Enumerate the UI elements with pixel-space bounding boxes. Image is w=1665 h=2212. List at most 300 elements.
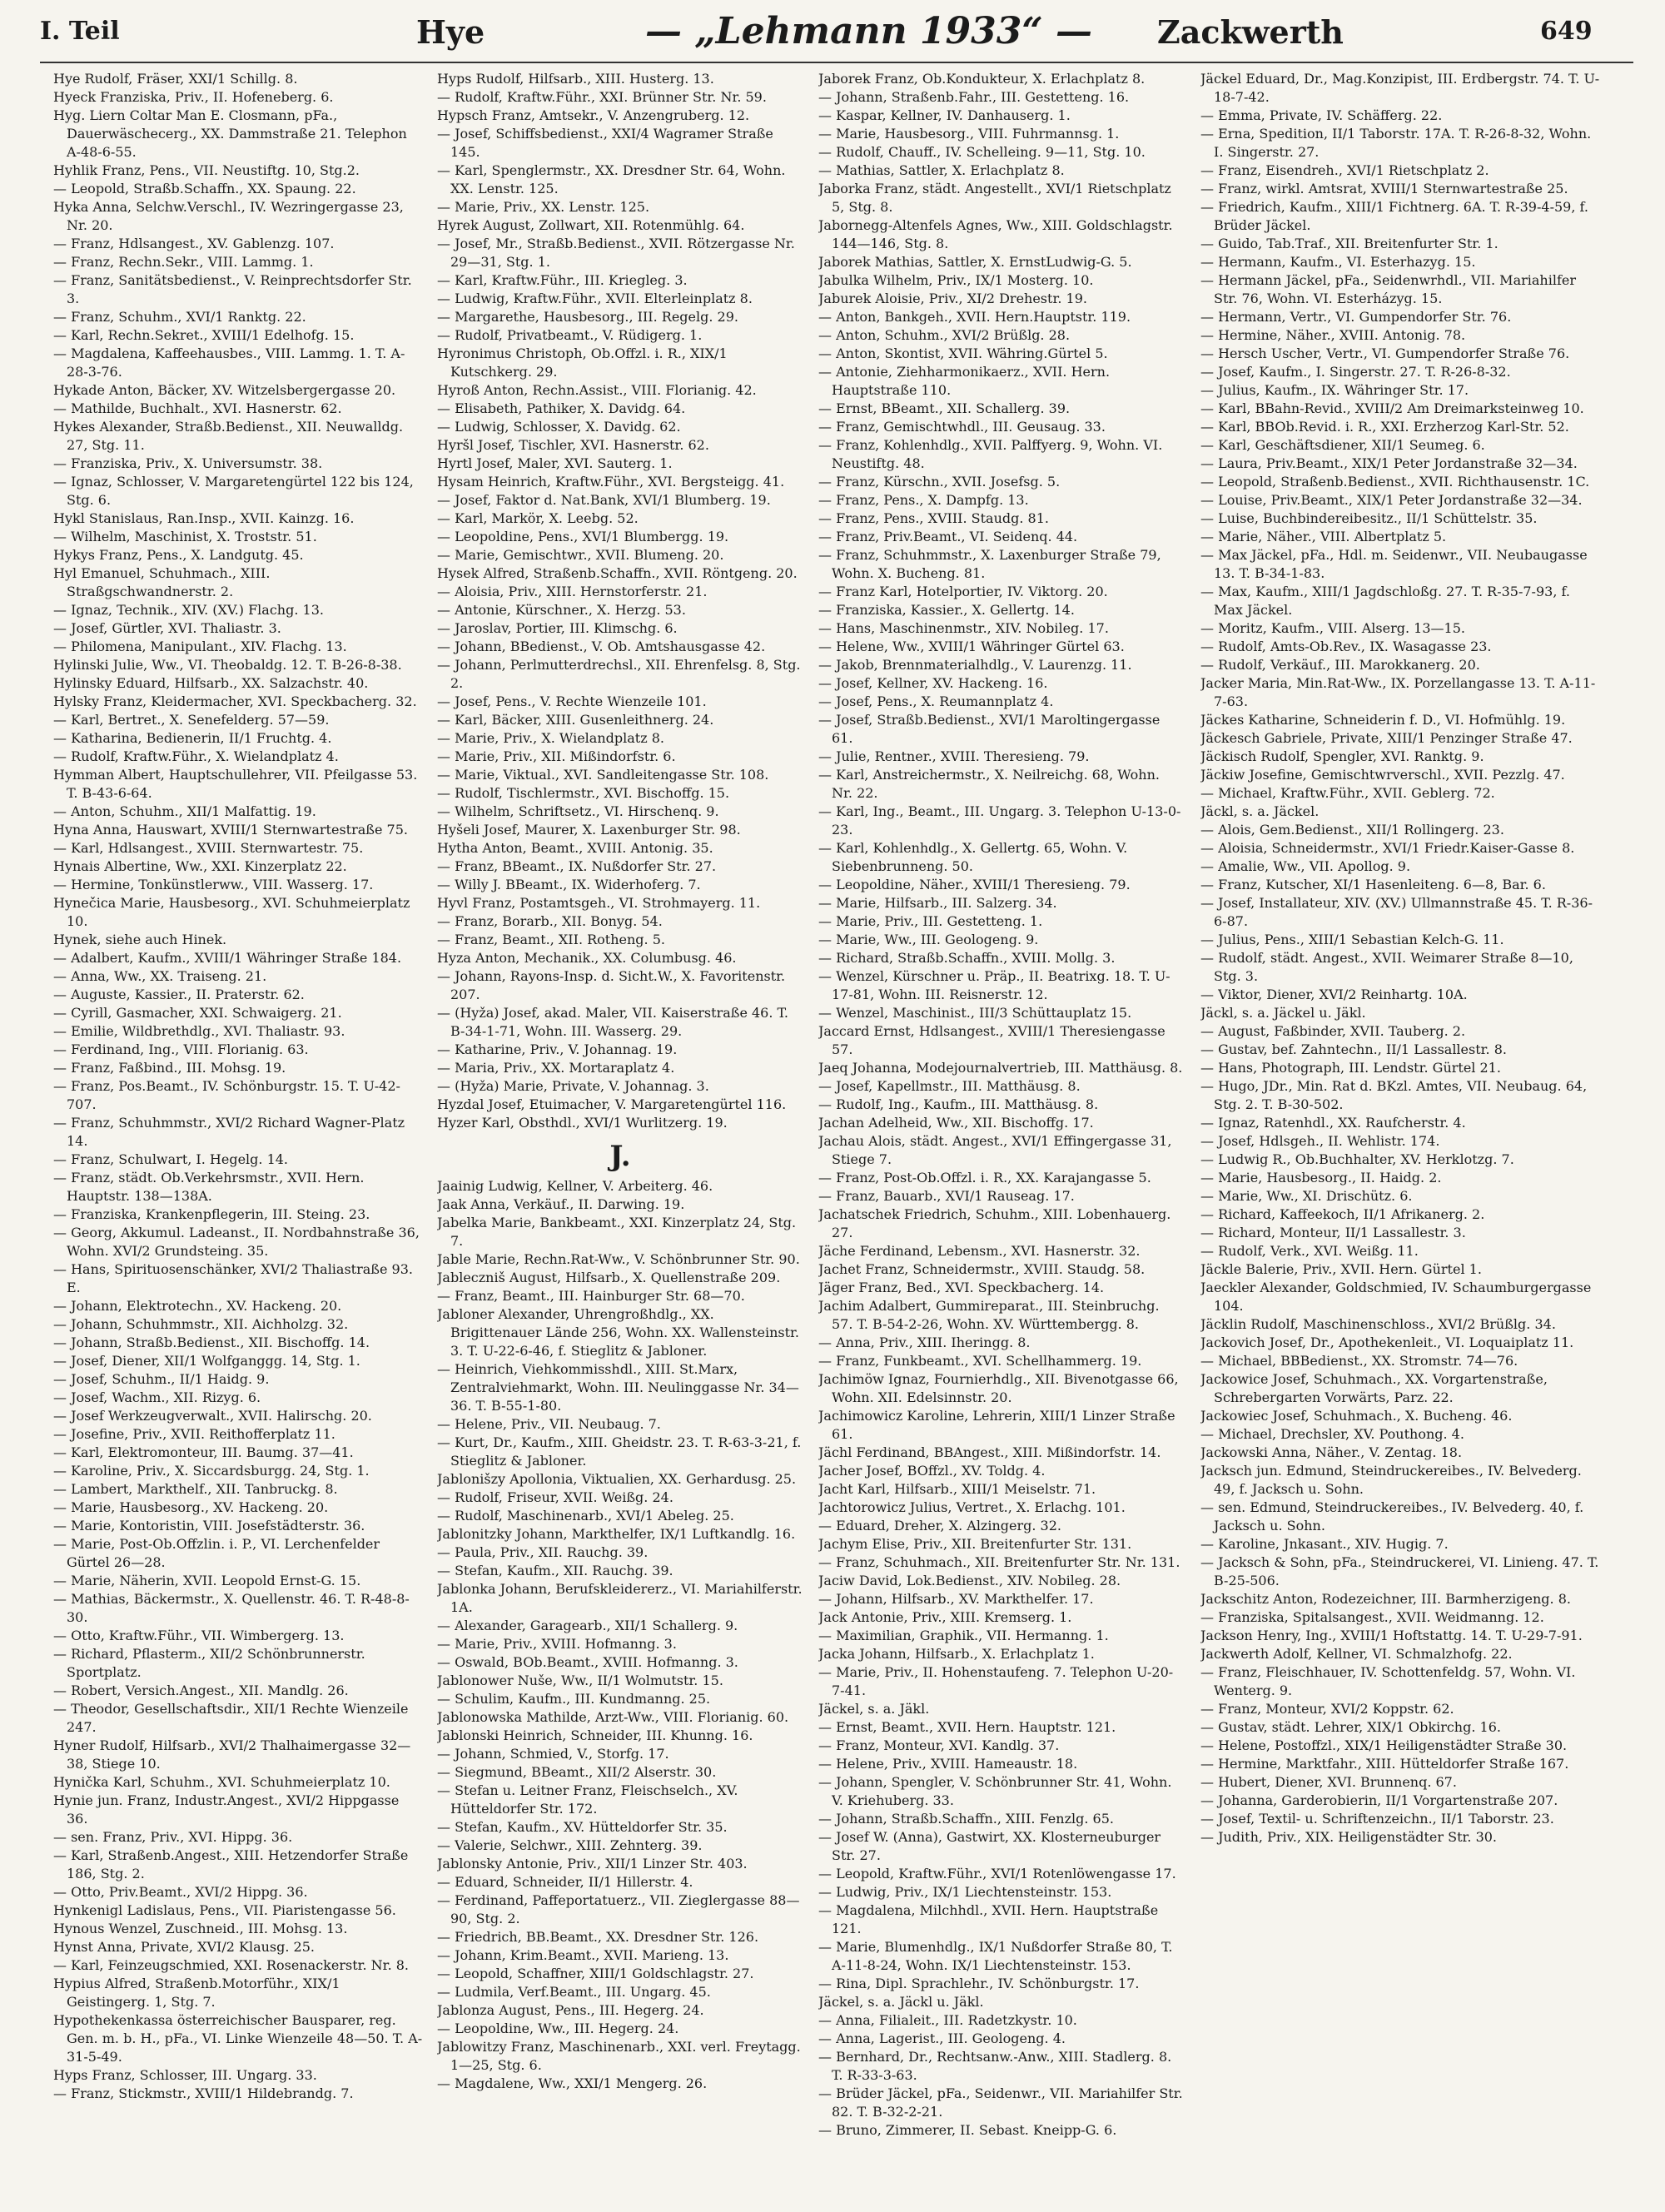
directory-entry: Jacka Johann, Hilfsarb., X. Erlachplatz 1. <box>818 1646 1095 1662</box>
directory-entry: Jachan Adelheid, Ww., XII. Bischoffg. 17. <box>818 1115 1094 1131</box>
directory-entry: — Josef W. (Anna), Gastwirt, XX. Klosterneuburger Str. 27. <box>818 1829 1161 1863</box>
directory-entry: — Marie, Priv., X. Wielandplatz 8. <box>437 730 664 746</box>
directory-entry: Jableczniš August, Hilfsarb., X. Quellenstraße 209. <box>437 1270 781 1285</box>
directory-entry: — Julie, Rentner., XVIII. Theresieng. 79. <box>818 748 1090 764</box>
directory-entry: Jabulka Wilhelm, Priv., IX/1 Mosterg. 10. <box>818 272 1094 288</box>
directory-entry: — Ludwig, Kraftw.Führ., XVII. Elterleinplatz 8. <box>437 291 753 306</box>
directory-entry: — Franziska, Krankenpflegerin, III. Steing. 23. <box>53 1206 370 1222</box>
directory-entry: — Josef, Schiffsbedienst., XXI/4 Wagramer Straße 145. <box>437 126 773 160</box>
directory-entry: — Josef, Installateur, XIV. (XV.) Ullmannstraße 45. T. R-36-6-87. <box>1200 895 1593 929</box>
directory-entry: — Johann, Rayons-Insp. d. Sicht.W., X. Favoritenstr. 207. <box>437 968 786 1002</box>
directory-entry: — Ludwig, Priv., IX/1 Liechtensteinstr. 153. <box>818 1884 1112 1900</box>
last-entry-word: Zackwerth <box>1157 13 1344 51</box>
directory-entry: — Josef, Gürtler, XVI. Thaliastr. 3. <box>53 620 281 636</box>
directory-entry: — Anton, Bankgeh., XVII. Hern.Hauptstr. 119. <box>818 309 1131 325</box>
directory-entry: — Karl, Hdlsangest., XVIII. Sternwartestr. 75. <box>53 840 364 856</box>
column-1 <box>53 70 424 2185</box>
directory-entry: — Rudolf, Chauff., IV. Schelleing. 9—11, Stg. 10. <box>818 144 1146 160</box>
directory-entry: — Marie, Gemischtwr., XVII. Blumeng. 20. <box>437 547 724 563</box>
directory-entry: — Karoline, Jnkasant., XIV. Hugig. 7. <box>1200 1536 1449 1552</box>
directory-entry: Jachatschek Friedrich, Schuhm., XIII. Lobenhauerg. 27. <box>818 1206 1171 1240</box>
directory-entry: Jäche Ferdinand, Lebensm., XVI. Hasnerstr. 32. <box>818 1243 1141 1259</box>
directory-entry: — Rudolf, Verkäuf., III. Marokkanerg. 20. <box>1200 657 1480 673</box>
directory-entry: — Valerie, Selchwr., XIII. Zehnterg. 39. <box>437 1837 703 1853</box>
directory-entry: — Johann, Krim.Beamt., XVII. Marieng. 13. <box>437 1947 729 1963</box>
directory-entry: — Josef Werkzeugverwalt., XVII. Halirschg. 20. <box>53 1408 372 1424</box>
directory-entry: — Marie, Hausbesorg., VIII. Fuhrmannsg. 1. <box>818 126 1120 142</box>
directory-entry: Jäckiw Josefine, Gemischtwrverschl., XVII. Pezzlg. 47. <box>1200 767 1565 783</box>
directory-entry: Jablonski Heinrich, Schneider, III. Khunng. 16. <box>437 1727 753 1743</box>
directory-entry: Hysam Heinrich, Kraftw.Führ., XVI. Bergsteigg. 41. <box>437 474 785 490</box>
directory-entry: Jäger Franz, Bed., XVI. Speckbacherg. 14. <box>818 1280 1105 1295</box>
directory-entry: — Johann, Spengler, V. Schönbrunner Str. 41, Wohn. V. Kriehuberg. 33. <box>818 1774 1172 1808</box>
directory-entry: Hynais Albertine, Ww., XXI. Kinzerplatz 22. <box>53 858 347 874</box>
directory-entry: — Elisabeth, Pathiker, X. Davidg. 64. <box>437 400 686 416</box>
directory-entry: Hysek Alfred, Straßenb.Schaffn., XVII. Röntgeng. 20. <box>437 565 798 581</box>
directory-entry: — Josef, Faktor d. Nat.Bank, XVI/1 Blumberg. 19. <box>437 492 771 508</box>
directory-entry: — Karl, Markör, X. Leebg. 52. <box>437 510 639 526</box>
directory-entry: Hyzdal Josef, Etuimacher, V. Margaretengürtel 116. <box>437 1096 787 1112</box>
directory-entry: — Josef, Hdlsgeh., II. Wehlistr. 174. <box>1200 1133 1440 1149</box>
directory-entry: — Jacksch & Sohn, pFa., Steindruckerei, VI. Linieng. 47. T. B-25-506. <box>1200 1554 1599 1588</box>
directory-entry: — Ludmila, Verf.Beamt., III. Ungarg. 45. <box>437 1984 711 2000</box>
directory-entry: — Karl, Geschäftsdiener, XII/1 Seumeg. 6. <box>1200 437 1485 453</box>
directory-entry: — Antonie, Kürschner., X. Herzg. 53. <box>437 602 686 618</box>
directory-entry: — Marie, Ww., XI. Drischütz. 6. <box>1200 1188 1413 1204</box>
directory-entry: — Helene, Priv., XVIII. Hameaustr. 18. <box>818 1756 1078 1772</box>
directory-entry: — Schulim, Kaufm., III. Kundmanng. 25. <box>437 1691 711 1707</box>
directory-entry: — Antonie, Ziehharmonikaerz., XVII. Hern. Hauptstraße 110. <box>818 364 1111 398</box>
directory-entry: Hypothekenkassa österreichischer Bausparer, reg. Gen. m. b. H., pFa., VI. Linke Wienzeile 48—50. T. A-31-5-49. <box>53 2012 423 2065</box>
directory-entry: — Josef, Pens., V. Rechte Wienzeile 101. <box>437 693 707 709</box>
directory-entry: — Auguste, Kassier., II. Praterstr. 62. <box>53 987 305 1002</box>
directory-entry: Hyka Anna, Selchw.Verschl., IV. Wezringergasse 23, Nr. 20. <box>53 199 404 233</box>
directory-entry: Jäckel Eduard, Dr., Mag.Konzipist, III. Erdbergstr. 74. T. U-18-7-42. <box>1200 71 1600 105</box>
directory-entry: — Leopold, Straßenb.Bedienst., XVII. Richthausenstr. 1C. <box>1200 474 1590 490</box>
directory-entry: Jack Antonie, Priv., XIII. Kremserg. 1. <box>818 1609 1072 1625</box>
directory-entry: — Marie, Näher., VIII. Albertplatz 5. <box>1200 529 1447 544</box>
directory-entry: Hykys Franz, Pens., X. Landgutg. 45. <box>53 547 304 563</box>
directory-entry: — Josef, Schuhm., II/1 Haidg. 9. <box>53 1371 270 1387</box>
directory-entry: Jächl Ferdinand, BBAngest., XIII. Mißindorfstr. 14. <box>818 1444 1161 1460</box>
column-4 <box>1200 70 1600 2185</box>
directory-entry: Hymman Albert, Hauptschullehrer, VII. Pfeilgasse 53. T. B-43-6-64. <box>53 767 418 801</box>
directory-entry: — Michael, Kraftw.Führ., XVII. Geblerg. 72. <box>1200 785 1495 801</box>
directory-entry: Hyhlik Franz, Pens., VII. Neustiftg. 10, Stg.2. <box>53 162 360 178</box>
directory-entry: — Wilhelm, Maschinist, X. Troststr. 51. <box>53 529 317 544</box>
directory-entry: — Karl, Bertret., X. Senefelderg. 57—59. <box>53 712 330 728</box>
directory-entry: Hylinski Julie, Ww., VI. Theobaldg. 12. T. B-26-8-38. <box>53 657 402 673</box>
directory-entry: Hyza Anton, Mechanik., XX. Columbusg. 46. <box>437 950 737 966</box>
directory-entry: — Hans, Maschinenmstr., XIV. Nobileg. 17. <box>818 620 1109 636</box>
page-number: 649 <box>1540 17 1593 46</box>
directory-entry: Jabornegg-Altenfels Agnes, Ww., XIII. Goldschlagstr. 144—146, Stg. 8. <box>818 217 1173 251</box>
directory-entry: — Magdalena, Milchhdl., XVII. Hern. Hauptstraße 121. <box>818 1902 1159 1936</box>
directory-entry: — Hermine, Näher., XVIII. Antonig. 78. <box>1200 327 1466 343</box>
directory-entry: — Rudolf, städt. Angest., XVII. Weimarer Straße 8—10, Stg. 3. <box>1200 950 1573 984</box>
directory-entry: — Leopold, Schaffner, XIII/1 Goldschlagstr. 27. <box>437 1966 754 1981</box>
directory-entry: — Emma, Private, IV. Schäfferg. 22. <box>1200 107 1443 123</box>
directory-entry: — Stefan, Kaufm., XV. Hütteldorfer Str. 35. <box>437 1819 728 1835</box>
directory-entry: — Marie, Priv., XVIII. Hofmanng. 3. <box>437 1636 677 1652</box>
directory-entry: — Johann, Elektrotechn., XV. Hackeng. 20. <box>53 1298 342 1314</box>
directory-entry: Jaciw David, Lok.Bedienst., XIV. Nobileg. 28. <box>818 1573 1121 1588</box>
directory-entry: — Leopoldine, Näher., XVIII/1 Theresieng. 79. <box>818 877 1131 892</box>
directory-entry: — Theodor, Gesellschaftsdir., XII/1 Rechte Wienzeile 247. <box>53 1701 409 1735</box>
directory-entry: — Franziska, Kassier., X. Gellertg. 14. <box>818 602 1075 618</box>
directory-entry: — Lambert, Markthelf., XII. Tanbruckg. 8. <box>53 1481 338 1497</box>
directory-entry: Hynous Wenzel, Zuschneid., III. Mohsg. 13. <box>53 1921 348 1936</box>
directory-entry: Jablonowska Mathilde, Arzt-Ww., VIII. Florianig. 60. <box>437 1709 789 1725</box>
directory-entry: — Franz, Beamt., III. Hainburger Str. 68—70. <box>437 1288 745 1304</box>
directory-entry: — Leopoldine, Pens., XVI/1 Blumbergg. 19. <box>437 529 729 544</box>
directory-entry: — Franz, Stickmstr., XVIII/1 Hildebrandg. 7. <box>53 2085 354 2101</box>
directory-entry: Hykl Stanislaus, Ran.Insp., XVII. Kainzg. 16. <box>53 510 355 526</box>
directory-entry: — Franz, Fleischhauer, IV. Schottenfeldg. 57, Wohn. VI. Wenterg. 9. <box>1200 1664 1576 1698</box>
directory-entry: Jablonsky Antonie, Priv., XII/1 Linzer Str. 403. <box>437 1856 748 1872</box>
directory-entry: Jäckl, s. a. Jäckel u. Jäkl. <box>1200 1005 1366 1021</box>
directory-entry: Hyner Rudolf, Hilfsarb., XVI/2 Thalhaimergasse 32—38, Stiege 10. <box>53 1737 411 1772</box>
directory-entry: — Mathias, Sattler, X. Erlachplatz 8. <box>818 162 1065 178</box>
directory-entry: — Franz, Bauarb., XVI/1 Rauseag. 17. <box>818 1188 1075 1204</box>
directory-entry: — Karl, Anstreichermstr., X. Neilreichg. 68, Wohn. Nr. 22. <box>818 767 1160 801</box>
directory-entry: Hyps Rudolf, Hilfsarb., XIII. Husterg. 13. <box>437 71 714 87</box>
directory-entry: — Brüder Jäckel, pFa., Seidenwr., VII. Mariahilfer Str. 82. T. B-32-2-21. <box>818 2085 1183 2120</box>
directory-entry: — Anna, Priv., XIII. Iheringg. 8. <box>818 1335 1031 1350</box>
directory-entry: — Josef, Mr., Straßb.Bedienst., XVII. Rötzergasse Nr. 29—31, Stg. 1. <box>437 236 795 270</box>
directory-entry: — Hans, Spirituosenschänker, XVI/2 Thaliastraße 93. E. <box>53 1261 413 1295</box>
directory-entry: — Johann, Straßenb.Fahr., III. Gestetteng. 16. <box>818 89 1130 105</box>
directory-entry: — Franz, Schuhmmstr., XVI/2 Richard Wagner-Platz 14. <box>53 1115 405 1149</box>
directory-entry: Jäckisch Rudolf, Spengler, XVI. Ranktg. 9. <box>1200 748 1484 764</box>
directory-entry: — Robert, Versich.Angest., XII. Mandlg. 26. <box>53 1683 349 1698</box>
directory-entry: — Marie, Ww., III. Geologeng. 9. <box>818 932 1039 947</box>
section-letter: J. <box>609 1140 631 1173</box>
directory-entry: — Philomena, Manipulant., XIV. Flachg. 13. <box>53 639 347 654</box>
directory-entry: Jäckel, s. a. Jäkl. <box>818 1701 930 1717</box>
directory-entry: — sen. Edmund, Steindruckereibes., IV. Belvederg. 40, f. Jacksch u. Sohn. <box>1200 1499 1584 1533</box>
directory-entry: — Aloisia, Priv., XIII. Hernstorferstr. 21. <box>437 584 708 599</box>
directory-entry: — Oswald, BOb.Beamt., XVIII. Hofmanng. 3. <box>437 1654 738 1670</box>
directory-entry: Jäckl, s. a. Jäckel. <box>1200 803 1320 819</box>
directory-entry: — Aloisia, Schneidermstr., XVI/1 Friedr.Kaiser-Gasse 8. <box>1200 840 1575 856</box>
directory-entry: — Moritz, Kaufm., VIII. Alserg. 13—15. <box>1200 620 1465 636</box>
directory-entry: — Eduard, Schneider, II/1 Hillerstr. 4. <box>437 1874 693 1890</box>
directory-entry: — Josef, Textil- u. Schriftenzeichn., II/1 Taborstr. 23. <box>1200 1811 1554 1827</box>
directory-entry: Jackowice Josef, Schuhmach., XX. Vorgartenstraße, Schrebergarten Vorwärts, Parz. 22. <box>1200 1371 1548 1405</box>
directory-entry: Hyg. Liern Coltar Man E. Closmann, pFa., Dauerwäschecerg., XX. Dammstraße 21. Telephon A-48-6-55. <box>53 107 407 160</box>
directory-entry: Jaeckler Alexander, Goldschmied, IV. Schaumburgergasse 104. <box>1200 1280 1592 1314</box>
directory-entry: — Franz, wirkl. Amtsrat, XVIII/1 Sternwartestraße 25. <box>1200 181 1568 196</box>
directory-entry: Jaburek Aloisie, Priv., XI/2 Drehestr. 19. <box>818 291 1087 306</box>
directory-entry: — Marie, Priv., II. Hohenstaufeng. 7. Telephon U-20-7-41. <box>818 1664 1174 1698</box>
directory-entry: — Hermann, Kaufm., VI. Esterhazyg. 15. <box>1200 254 1476 270</box>
directory-entry: — Franz, Rechn.Sekr., VIII. Lammg. 1. <box>53 254 314 270</box>
directory-entry: — Karl, Feinzeugschmied, XXI. Rosenackerstr. Nr. 8. <box>53 1957 410 1973</box>
directory-entry: — Heinrich, Viehkommisshdl., XIII. St.Marx, Zentralviehmarkt, Wohn. III. Neulinggasse Nr. 34—36. T. B-55-1-80. <box>437 1361 799 1414</box>
directory-entry: — Helene, Priv., VII. Neubaug. 7. <box>437 1416 661 1432</box>
directory-entry: Jaborek Franz, Ob.Kondukteur, X. Erlachplatz 8. <box>818 71 1146 87</box>
directory-entry: — Louise, Priv.Beamt., XIX/1 Peter Jordanstraße 32—34. <box>1200 492 1583 508</box>
directory-entry: — Karl, Kohlenhdlg., X. Gellertg. 65, Wohn. V. Siebenbrunneng. 50. <box>818 840 1128 874</box>
directory-entry: — Otto, Priv.Beamt., XVI/2 Hippg. 36. <box>53 1884 308 1900</box>
directory-entry: — Wenzel, Kürschner u. Präp., II. Beatrixg. 18. T. U-17-81, Wohn. III. Reisnerstr. 12. <box>818 968 1170 1002</box>
directory-entry: — Leopold, Straßb.Schaffn., XX. Spaung. 22. <box>53 181 356 196</box>
directory-entry: Hytha Anton, Beamt., XVIII. Antonig. 35. <box>437 840 713 856</box>
directory-entry: Hyronimus Christoph, Ob.Offzl. i. R., XIX/1 Kutschkerg. 29. <box>437 345 728 380</box>
directory-entry: — Judith, Priv., XIX. Heiligenstädter Str. 30. <box>1200 1829 1498 1845</box>
directory-entry: — Mathias, Bäckermstr., X. Quellenstr. 46. T. R-48-8-30. <box>53 1591 410 1625</box>
directory-entry: — Helene, Ww., XVIII/1 Währinger Gürtel 63. <box>818 639 1125 654</box>
column-2 <box>437 70 803 2185</box>
directory-entry: Hynička Karl, Schuhm., XVI. Schuhmeierplatz 10. <box>53 1774 390 1790</box>
directory-entry: — Rudolf, Privatbeamt., V. Rüdigerg. 1. <box>437 327 703 343</box>
directory-entry: — Marie, Blumenhdlg., IX/1 Nußdorfer Straße 80, T. A-11-8-24, Wohn. IX/1 Liechtensteinstr. 153. <box>818 1939 1173 1973</box>
directory-entry: — (Hyža) Josef, akad. Maler, VII. Kaiserstraße 46. T. B-34-1-71, Wohn. III. Wasserg. 29. <box>437 1005 788 1039</box>
directory-entry: Hykade Anton, Bäcker, XV. Witzelsbergergasse 20. <box>53 382 396 398</box>
directory-entry: — August, Faßbinder, XVII. Tauberg. 2. <box>1200 1023 1466 1039</box>
directory-entry: — Franz, Funkbeamt., XVI. Schellhammerg. 19. <box>818 1353 1142 1369</box>
directory-entry: — Josefine, Priv., XVII. Reithofferplatz 11. <box>53 1426 335 1442</box>
directory-entry: — Franz, Schulwart, I. Hegelg. 14. <box>53 1151 289 1167</box>
directory-entry: — Stefan u. Leitner Franz, Fleischselch., XV. Hütteldorfer Str. 172. <box>437 1782 738 1817</box>
directory-entry: — Ignaz, Ratenhdl., XX. Raufcherstr. 4. <box>1200 1115 1466 1131</box>
first-entry-word: Hye <box>416 13 485 51</box>
directory-entry: — Julius, Kaufm., IX. Währinger Str. 17. <box>1200 382 1469 398</box>
directory-entry: — Franz, Kohlenhdlg., XVII. Palffyerg. 9, Wohn. VI. Neustiftg. 48. <box>818 437 1163 471</box>
directory-entry: — Marie, Näherin, XVII. Leopold Ernst-G. 15. <box>53 1573 361 1588</box>
directory-entry: — Leopoldine, Ww., III. Hegerg. 24. <box>437 2021 679 2036</box>
directory-entry: — Johanna, Garderobierin, II/1 Vorgartenstraße 207. <box>1200 1792 1558 1808</box>
directory-entry: — Richard, Pflasterm., XII/2 Schönbrunnerstr. Sportplatz. <box>53 1646 365 1680</box>
directory-entry: — Rudolf, Maschinenarb., XVI/1 Abeleg. 25. <box>437 1508 734 1524</box>
directory-entry: — Julius, Pens., XIII/1 Sebastian Kelch-G. 11. <box>1200 932 1504 947</box>
directory-entry: — Adalbert, Kaufm., XVIII/1 Währinger Straße 184. <box>53 950 402 966</box>
directory-entry: — Johann, Schmied, V., Storfg. 17. <box>437 1746 669 1762</box>
directory-entry: Jablonka Johann, Berufskleidererz., VI. Mariahilferstr. 1A. <box>437 1581 803 1615</box>
directory-entry: — Franz, Schuhmach., XII. Breitenfurter Str. Nr. 131. <box>818 1554 1180 1570</box>
directory-entry: Hynečica Marie, Hausbesorg., XVI. Schuhmeierplatz 10. <box>53 895 410 929</box>
directory-entry: Jackowiec Josef, Schuhmach., X. Bucheng. 46. <box>1200 1408 1513 1424</box>
directory-entry: — Richard, Kaffeekoch, II/1 Afrikanerg. 2. <box>1200 1206 1485 1222</box>
directory-entry: — Josef, Kapellmstr., III. Matthäusg. 8. <box>818 1078 1081 1094</box>
section-label: I. Teil <box>40 17 120 46</box>
directory-entry: — Karl, Spenglermstr., XX. Dresdner Str. 64, Wohn. XX. Lenstr. 125. <box>437 162 786 196</box>
directory-entry: — Franz, Kutscher, XI/1 Hasenleiteng. 6—8, Bar. 6. <box>1200 877 1546 892</box>
directory-entry: — Anton, Schuhm., XII/1 Malfattig. 19. <box>53 803 316 819</box>
directory-entry: Jäckes Katharine, Schneiderin f. D., VI. Hofmühlg. 19. <box>1200 712 1566 728</box>
directory-entry: — Karl, Elektromonteur, III. Baumg. 37—41. <box>53 1444 354 1460</box>
directory-entry: — Ludwig R., Ob.Buchhalter, XV. Herklotzg. 7. <box>1200 1151 1514 1167</box>
directory-entry: — Hermine, Tonkünstlerww., VIII. Wasserg. 17. <box>53 877 374 892</box>
directory-entry: — Franz, Sanitätsbedienst., V. Reinprechtsdorfer Str. 3. <box>53 272 412 306</box>
running-header <box>0 0 1665 65</box>
directory-entry: — Cyrill, Gasmacher, XXI. Schwaigerg. 21. <box>53 1005 342 1021</box>
directory-entry: — Anna, Filialeit., III. Radetzkystr. 10. <box>818 2012 1077 2028</box>
directory-entry: — Rudolf, Amts-Ob.Rev., IX. Wasagasse 23. <box>1200 639 1492 654</box>
directory-entry: Hynst Anna, Private, XVI/2 Klausg. 25. <box>53 1939 315 1955</box>
directory-entry: — Franz, Pens., X. Dampfg. 13. <box>818 492 1029 508</box>
directory-entry: — Alois, Gem.Bedienst., XII/1 Rollingerg. 23. <box>1200 822 1504 838</box>
directory-entry: — Rudolf, Kraftw.Führ., X. Wielandplatz 4. <box>53 748 339 764</box>
directory-entry: Jacksch jun. Edmund, Steindruckereibes., IV. Belvederg. 49, f. Jacksch u. Sohn. <box>1200 1463 1582 1497</box>
directory-entry: — Rina, Dipl. Sprachlehr., IV. Schönburgstr. 17. <box>818 1976 1140 1991</box>
directory-entry: — Johann, Straßb.Schaffn., XIII. Fenzlg. 65. <box>818 1811 1114 1827</box>
directory-entry: — Johann, Straßb.Bedienst., XII. Bischoffg. 14. <box>53 1335 370 1350</box>
directory-entry: — Bruno, Zimmerer, II. Sebast. Kneipp-G. 6. <box>818 2122 1117 2138</box>
directory-entry: — Hans, Photograph, III. Lendstr. Gürtel 21. <box>1200 1060 1501 1076</box>
directory-entry: Hynie jun. Franz, Industr.Angest., XVI/2 Hippgasse 36. <box>53 1792 400 1827</box>
directory-entry: Jabelka Marie, Bankbeamt., XXI. Kinzerplatz 24, Stg. 7. <box>437 1215 797 1249</box>
directory-entry: Hyrtl Josef, Maler, XVI. Sauterg. 1. <box>437 455 673 471</box>
directory-entry: — Ignaz, Schlosser, V. Margaretengürtel 122 bis 124, Stg. 6. <box>53 474 414 508</box>
directory-entry: — Franz, Priv.Beamt., VI. Seidenq. 44. <box>818 529 1078 544</box>
directory-entry: — Hersch Uscher, Vertr., VI. Gumpendorfer Straße 76. <box>1200 345 1570 361</box>
directory-entry: Jaainig Ludwig, Kellner, V. Arbeiterg. 46. <box>437 1178 713 1194</box>
directory-entry: — Richard, Monteur, II/1 Lassallestr. 3. <box>1200 1225 1466 1240</box>
directory-entry: Jaeq Johanna, Modejournalvertrieb, III. Matthäusg. 8. <box>818 1060 1183 1076</box>
directory-entry: Jachau Alois, städt. Angest., XVI/1 Effingergasse 31, Stiege 7. <box>818 1133 1172 1167</box>
directory-entry: Jäckesch Gabriele, Private, XIII/1 Penzinger Straße 47. <box>1200 730 1573 746</box>
directory-entry: — Franz, Beamt., XII. Rotheng. 5. <box>437 932 665 947</box>
directory-entry: — Gustav, städt. Lehrer, XIX/1 Obkirchg. 16. <box>1200 1719 1501 1735</box>
directory-entry: — Max, Kaufm., XIII/1 Jagdschloßg. 27. T. R-35-7-93, f. Max Jäckel. <box>1200 584 1570 618</box>
directory-entry: Hyl Emanuel, Schuhmach., XIII. Straßgschwandnerstr. 2. <box>53 565 271 599</box>
directory-entry: Jachimowicz Karoline, Lehrerin, XIII/1 Linzer Straße 61. <box>818 1408 1175 1442</box>
directory-entry: — Hubert, Diener, XVI. Brunnenq. 67. <box>1200 1774 1457 1790</box>
directory-entry: Jaborka Franz, städt. Angestellt., XVI/1 Rietschplatz 5, Stg. 8. <box>818 181 1171 215</box>
directory-entry: — Alexander, Garagearb., XII/1 Schallerg. 9. <box>437 1618 738 1633</box>
directory-entry: Jable Marie, Rechn.Rat-Ww., V. Schönbrunner Str. 90. <box>437 1251 800 1267</box>
directory-entry: — Franziska, Priv., X. Universumstr. 38. <box>53 455 323 471</box>
directory-entry: — Anna, Lagerist., III. Geologeng. 4. <box>818 2031 1066 2046</box>
directory-entry: — Ferdinand, Ing., VIII. Florianig. 63. <box>53 1041 309 1057</box>
directory-entry: Jablowitzy Franz, Maschinenarb., XXI. verl. Freytagg. 1—25, Stg. 6. <box>437 2039 801 2073</box>
directory-entry: — Ludwig, Schlosser, X. Davidg. 62. <box>437 419 681 435</box>
column-3 <box>818 70 1185 2185</box>
directory-entry: — Jaroslav, Portier, III. Klimschg. 6. <box>437 620 678 636</box>
directory-entry: — Emilie, Wildbrethdlg., XVI. Thaliastr. 93. <box>53 1023 345 1039</box>
directory-entry: — Franz, Pens., XVIII. Staudg. 81. <box>818 510 1049 526</box>
directory-entry: — Karoline, Priv., X. Siccardsburgg. 24, Stg. 1. <box>53 1463 370 1479</box>
directory-entry: — Franz, Kürschn., XVII. Josefsg. 5. <box>818 474 1061 490</box>
directory-entry: Jackovich Josef, Dr., Apothekenleit., VI. Loquaiplatz 11. <box>1200 1335 1574 1350</box>
directory-entry: Hykes Alexander, Straßb.Bedienst., XII. Neuwalldg. 27, Stg. 11. <box>53 419 404 453</box>
directory-entry: Hypsch Franz, Amtsekr., V. Anzengruberg. 12. <box>437 107 750 123</box>
directory-entry: Jackschitz Anton, Rodezeichner, III. Barmherzigeng. 8. <box>1200 1591 1571 1607</box>
directory-entry: — Franz, Borarb., XII. Bonyg. 54. <box>437 913 663 929</box>
directory-entry: Jablonza August, Pens., III. Hegerg. 24. <box>437 2002 704 2018</box>
directory-entry: Hyeck Franziska, Priv., II. Hofeneberg. 6. <box>53 89 334 105</box>
directory-entry: — Hugo, JDr., Min. Rat d. BKzl. Amtes, VII. Neubaug. 64, Stg. 2. T. B-30-502. <box>1200 1078 1588 1112</box>
directory-entry: — Wenzel, Maschinist., III/3 Schüttauplatz 15. <box>818 1005 1132 1021</box>
directory-entry: — Maximilian, Graphik., VII. Hermanng. 1. <box>818 1628 1109 1643</box>
directory-entry: — Laura, Priv.Beamt., XIX/1 Peter Jordanstraße 32—34. <box>1200 455 1578 471</box>
directory-entry: — Kurt, Dr., Kaufm., XIII. Gheidstr. 23. T. R-63-3-21, f. Stieglitz & Jabloner. <box>437 1434 802 1469</box>
directory-entry: — Leopold, Kraftw.Führ., XVI/1 Rotenlöwengasse 17. <box>818 1866 1176 1881</box>
directory-entry: — Hermann Jäckel, pFa., Seidenwrhdl., VII. Mariahilfer Str. 76, Wohn. VI. Esterházyg. 15. <box>1200 272 1576 306</box>
directory-entry: — Josef, Diener, XII/1 Wolfganggg. 14, Stg. 1. <box>53 1353 360 1369</box>
directory-entry: — Karl, BBOb.Revid. i. R., XXI. Erzherzog Karl-Str. 52. <box>1200 419 1569 435</box>
directory-entry: — Bernhard, Dr., Rechtsanw.-Anw., XIII. Stadlerg. 8. T. R-33-3-63. <box>818 2049 1172 2083</box>
directory-entry: — Rudolf, Verk., XVI. Weißg. 11. <box>1200 1243 1419 1259</box>
directory-entry: — Karl, Rechn.Sekret., XVIII/1 Edelhofg. 15. <box>53 327 355 343</box>
directory-entry: Hyna Anna, Hauswart, XVIII/1 Sternwartestraße 75. <box>53 822 408 838</box>
directory-entry: Hypius Alfred, Straßenb.Motorführ., XIX/1 Geistingerg. 1, Stg. 7. <box>53 1976 340 2010</box>
directory-entry: Hylsky Franz, Kleidermacher, XVI. Speckbacherg. 32. <box>53 693 417 709</box>
directory-entry: Hylinsky Eduard, Hilfsarb., XX. Salzachstr. 40. <box>53 675 369 691</box>
directory-entry: — Karl, BBahn-Revid., XVIII/2 Am Dreimarksteinweg 10. <box>1200 400 1584 416</box>
directory-entry: — Anna, Ww., XX. Traiseng. 21. <box>53 968 267 984</box>
directory-entry: — Franz, Hdlsangest., XV. Gablenzg. 107. <box>53 236 335 251</box>
directory-entry: — Josef, Kaufm., I. Singerstr. 27. T. R-26-8-32. <box>1200 364 1511 380</box>
directory-entry: — Anton, Skontist, XVII. Währing.Gürtel 5. <box>818 345 1108 361</box>
directory-entry: Jacker Maria, Min.Rat-Ww., IX. Porzellangasse 13. T. A-11-7-63. <box>1200 675 1596 709</box>
directory-entry: — Franz, Eisendreh., XVI/1 Rietschplatz 2. <box>1200 162 1489 178</box>
directory-entry: Jäcklin Rudolf, Maschinenschloss., XVI/2 Brüßlg. 34. <box>1200 1316 1556 1332</box>
directory-entry: — Willy J. BBeamt., IX. Widerhoferg. 7. <box>437 877 701 892</box>
directory-entry: Jachim Adalbert, Gummireparat., III. Steinbruchg. 57. T. B-54-2-26, Wohn. XV. Württembergg. 8. <box>818 1298 1160 1332</box>
directory-entry: Jachimöw Ignaz, Fournierhdlg., XII. Bivenotgasse 66, Wohn. XII. Edelsinnstr. 20. <box>818 1371 1179 1405</box>
directory-entry: — Johann, Schuhmmstr., XII. Aichholzg. 32. <box>53 1316 349 1332</box>
directory-entry: — Karl, Bäcker, XIII. Gusenleithnerg. 24. <box>437 712 714 728</box>
directory-entry: Jachtorowicz Julius, Vertret., X. Erlachg. 101. <box>818 1499 1126 1515</box>
directory-entry: — Maria, Priv., XX. Mortaraplatz 4. <box>437 1060 675 1076</box>
directory-entry: — Josef, Wachm., XII. Rizyg. 6. <box>53 1389 261 1405</box>
directory-entry: — Marie, Hausbesorg., XV. Hackeng. 20. <box>53 1499 329 1515</box>
directory-entry: — Ernst, Beamt., XVII. Hern. Hauptstr. 121. <box>818 1719 1116 1735</box>
directory-entry: — Johann, Hilfsarb., XV. Markthelfer. 17. <box>818 1591 1094 1607</box>
directory-entry: — Marie, Post-Ob.Offzlin. i. P., VI. Lerchenfelder Gürtel 26—28. <box>53 1536 380 1570</box>
directory-entry: — Marie, Hausbesorg., II. Haidg. 2. <box>1200 1170 1442 1186</box>
directory-entry: — Josef, Pens., X. Reumannplatz 4. <box>818 693 1054 709</box>
directory-entry: Jäckel, s. a. Jäckl u. Jäkl. <box>818 1994 984 2010</box>
directory-entry: — (Hyža) Marie, Private, V. Johannag. 3. <box>437 1078 709 1094</box>
directory-entry: — Gustav, bef. Zahntechn., II/1 Lassallestr. 8. <box>1200 1041 1507 1057</box>
directory-entry: Jackowski Anna, Näher., V. Zentag. 18. <box>1200 1444 1463 1460</box>
directory-entry: Hyroß Anton, Rechn.Assist., VIII. Florianig. 42. <box>437 382 757 398</box>
directory-entry: — Michael, Drechsler, XV. Pouthong. 4. <box>1200 1426 1464 1442</box>
directory-entry: — Michael, BBBedienst., XX. Stromstr. 74—76. <box>1200 1353 1518 1369</box>
directory-entry: — Franz, Monteur, XVI/2 Koppstr. 62. <box>1200 1701 1454 1717</box>
directory-entry: — Rudolf, Friseur, XVII. Weißg. 24. <box>437 1489 673 1505</box>
directory-entry: Jablonower Nuše, Ww., II/1 Wolmutstr. 15. <box>437 1673 723 1688</box>
directory-entry: — Jakob, Brennmaterialhdlg., V. Laurenzg. 11. <box>818 657 1132 673</box>
directory-entry: — Friedrich, BB.Beamt., XX. Dresdner Str. 126. <box>437 1929 759 1945</box>
directory-entry: — Margarethe, Hausbesorg., III. Regelg. 29. <box>437 309 738 325</box>
directory-entry: Hyšeli Josef, Maurer, X. Laxenburger Str. 98. <box>437 822 741 838</box>
directory-entry: Hynek, siehe auch Hinek. <box>53 932 227 947</box>
directory-entry: — Franz, Faßbind., III. Mohsg. 19. <box>53 1060 286 1076</box>
directory-entry: — Franz, Gemischtwhdl., III. Geusaug. 33. <box>818 419 1106 435</box>
directory-entry: — Richard, Straßb.Schaffn., XVIII. Mollg. 3. <box>818 950 1116 966</box>
directory-entry: Jäckle Balerie, Priv., XVII. Hern. Gürtel 1. <box>1200 1261 1482 1277</box>
directory-entry: — Hermine, Marktfahr., XIII. Hütteldorfer Straße 167. <box>1200 1756 1569 1772</box>
directory-entry: Jaccard Ernst, Hdlsangest., XVIII/1 Theresiengasse 57. <box>818 1023 1166 1057</box>
directory-entry: — Franziska, Spitalsangest., XVII. Weidmanng. 12. <box>1200 1609 1544 1625</box>
directory-entry: — Karl, Straßenb.Angest., XIII. Hetzendorfer Straße 186, Stg. 2. <box>53 1847 409 1881</box>
directory-entry: Jablonitzky Johann, Markthelfer, IX/1 Luftkandlg. 16. <box>437 1526 796 1542</box>
directory-entry: — Franz, BBeamt., IX. Nußdorfer Str. 27. <box>437 858 717 874</box>
directory-entry: — Hermann, Vertr., VI. Gumpendorfer Str. 76. <box>1200 309 1512 325</box>
directory-entry: — Paula, Priv., XII. Rauchg. 39. <box>437 1544 649 1560</box>
directory-entry: Hyrek August, Zollwart, XII. Rotenmühlg. 64. <box>437 217 745 233</box>
directory-entry: — Ignaz, Technik., XIV. (XV.) Flachg. 13. <box>53 602 324 618</box>
directory-entry: Jackwerth Adolf, Kellner, VI. Schmalzhofg. 22. <box>1200 1646 1513 1662</box>
directory-entry: — Mathilde, Buchhalt., XVI. Hasnerstr. 62. <box>53 400 342 416</box>
directory-entry: — Magdalena, Kaffeehausbes., VIII. Lammg. 1. T. A-28-3-76. <box>53 345 405 380</box>
running-title: — „Lehmann 1933“ — <box>645 10 1093 52</box>
